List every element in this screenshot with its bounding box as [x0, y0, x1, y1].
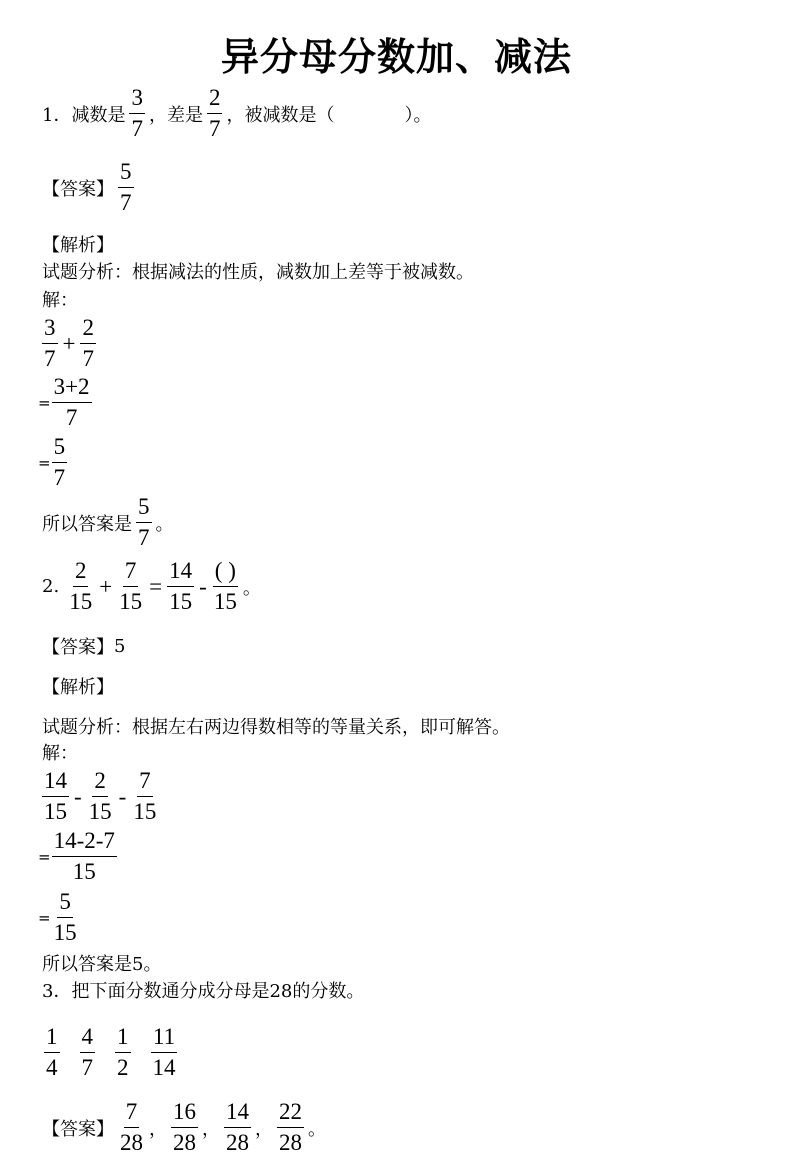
answer-fraction: [118, 158, 134, 217]
fraction: [52, 373, 92, 432]
question-number: 1．: [42, 104, 72, 126]
conclusion: 所以答案是5。: [42, 954, 162, 975]
analysis-label: 【解析】: [42, 677, 114, 698]
numerator: 14: [167, 557, 194, 587]
conclusion-text: 所以答案是: [42, 513, 132, 535]
numerator: 14: [42, 767, 69, 797]
equals-sign: =: [38, 453, 51, 472]
minus-operator: -: [118, 783, 127, 809]
conclusion: [42, 493, 174, 552]
numerator: 1: [115, 1023, 131, 1053]
answer-fraction: [171, 1098, 198, 1157]
denominator: 28: [279, 1130, 302, 1155]
denominator: 7: [82, 346, 94, 371]
numerator: 1: [44, 1023, 60, 1053]
numerator: 7: [123, 557, 139, 587]
solution-step: [38, 433, 71, 492]
answer-fraction: [118, 1098, 145, 1157]
solve-label: 解：: [42, 743, 78, 764]
numerator: 2: [207, 84, 223, 114]
fraction: [42, 767, 69, 826]
denominator: 2: [117, 1055, 129, 1080]
fraction: [87, 767, 114, 826]
denominator: 7: [65, 405, 78, 430]
fraction: [115, 1023, 131, 1082]
denominator: 7: [53, 465, 66, 490]
answer-value: 5: [114, 635, 126, 657]
solve-label: 解：: [42, 290, 78, 311]
fraction-blank: [212, 557, 239, 616]
denominator: 28: [120, 1130, 143, 1155]
question-text: 减数是: [71, 104, 126, 126]
question-text: ，被减数是（: [226, 104, 335, 126]
answer-line: [42, 158, 138, 217]
fraction: [167, 557, 194, 616]
solution-step: [38, 767, 162, 826]
answer-line: [42, 633, 125, 659]
denominator: 15: [88, 799, 112, 824]
numerator: 11: [151, 1023, 177, 1053]
denominator: 15: [69, 589, 93, 614]
denominator: 15: [119, 589, 143, 614]
answer-fraction: [224, 1098, 251, 1157]
numerator: 3: [129, 84, 145, 114]
denominator: 7: [131, 116, 143, 141]
denominator: 15: [44, 799, 67, 824]
separator: ，: [255, 1118, 273, 1140]
plus-operator: +: [99, 573, 113, 599]
numerator-blank: ( ): [213, 557, 238, 587]
denominator: 7: [81, 1055, 93, 1080]
analysis-text: 试题分析：根据左右两边得数相等的等量关系，即可解答。: [42, 717, 510, 738]
denominator: 7: [44, 346, 56, 371]
fraction: [131, 767, 158, 826]
denominator: 7: [120, 190, 132, 215]
numerator: 7: [124, 1098, 140, 1128]
minus-operator: -: [199, 573, 207, 599]
question-text: ，差是: [148, 104, 203, 126]
denominator: 28: [173, 1130, 196, 1155]
solution-step: [38, 373, 96, 432]
numerator: 2: [92, 767, 108, 797]
conclusion-end: 。: [155, 513, 174, 535]
answer-end: 。: [308, 1118, 326, 1140]
separator: ，: [149, 1118, 167, 1140]
denominator: 7: [138, 525, 150, 550]
answer-fraction: [277, 1098, 304, 1157]
denominator: 15: [133, 799, 157, 824]
analysis-label: 【解析】: [42, 235, 114, 256]
question-number: 2.: [42, 576, 60, 597]
fraction-list: [40, 1023, 182, 1082]
fraction: [136, 493, 152, 552]
solution-step: [38, 827, 121, 886]
fraction: [52, 827, 117, 886]
equals-sign: =: [38, 908, 51, 927]
equals-sign: =: [38, 393, 51, 412]
question-2: [42, 557, 261, 616]
numerator: 5: [52, 433, 68, 463]
numerator: 2: [73, 557, 89, 587]
denominator: 14: [152, 1055, 176, 1080]
denominator: 28: [226, 1130, 249, 1155]
denominator: 7: [208, 116, 221, 141]
equals-operator: =: [149, 573, 163, 599]
answer-label: 【答案】: [42, 637, 114, 658]
numerator: 14-2-7: [52, 827, 117, 857]
answer-label: 【答案】: [42, 178, 114, 200]
denominator: 15: [72, 859, 96, 884]
numerator: 22: [277, 1098, 304, 1128]
fraction: [117, 557, 144, 616]
analysis-text: 试题分析：根据减法的性质，减数加上差等于被减数。: [42, 262, 474, 283]
solution-step: [38, 314, 100, 373]
fraction-subtrahend: [129, 84, 145, 143]
fraction: [151, 1023, 178, 1082]
minus-operator: -: [74, 783, 82, 809]
separator: ，: [202, 1118, 220, 1140]
numerator: 5: [136, 493, 152, 523]
fraction: [44, 1023, 60, 1082]
numerator: 3: [42, 314, 58, 344]
denominator: 4: [46, 1055, 58, 1080]
solution-step: [38, 888, 83, 947]
numerator: 2: [80, 314, 96, 344]
fraction-difference: [207, 84, 223, 143]
fraction: [80, 314, 96, 373]
fraction: [80, 1023, 96, 1082]
equals-sign: =: [38, 847, 51, 866]
numerator: 14: [224, 1098, 251, 1128]
numerator: 5: [57, 888, 73, 918]
numerator: 3+2: [52, 373, 92, 403]
answer-line: [42, 1098, 326, 1157]
answer-label: 【答案】: [42, 1118, 114, 1140]
plus-operator: +: [62, 330, 76, 356]
denominator: 15: [53, 920, 77, 945]
fraction: [52, 888, 79, 947]
fraction: [42, 314, 58, 373]
numerator: 7: [137, 767, 153, 797]
question-1: [42, 84, 431, 143]
page-title: 异分母分数加、减法: [220, 34, 572, 79]
question-end: 。: [242, 577, 261, 599]
numerator: 5: [118, 158, 134, 188]
question-3: 3．把下面分数通分成分母是28的分数。: [42, 981, 365, 1002]
question-text: ）。: [404, 104, 432, 126]
fraction: [52, 433, 68, 492]
numerator: 16: [171, 1098, 198, 1128]
numerator: 4: [80, 1023, 96, 1053]
denominator: 15: [169, 589, 193, 614]
denominator: 15: [213, 589, 237, 614]
fraction: [67, 557, 94, 616]
